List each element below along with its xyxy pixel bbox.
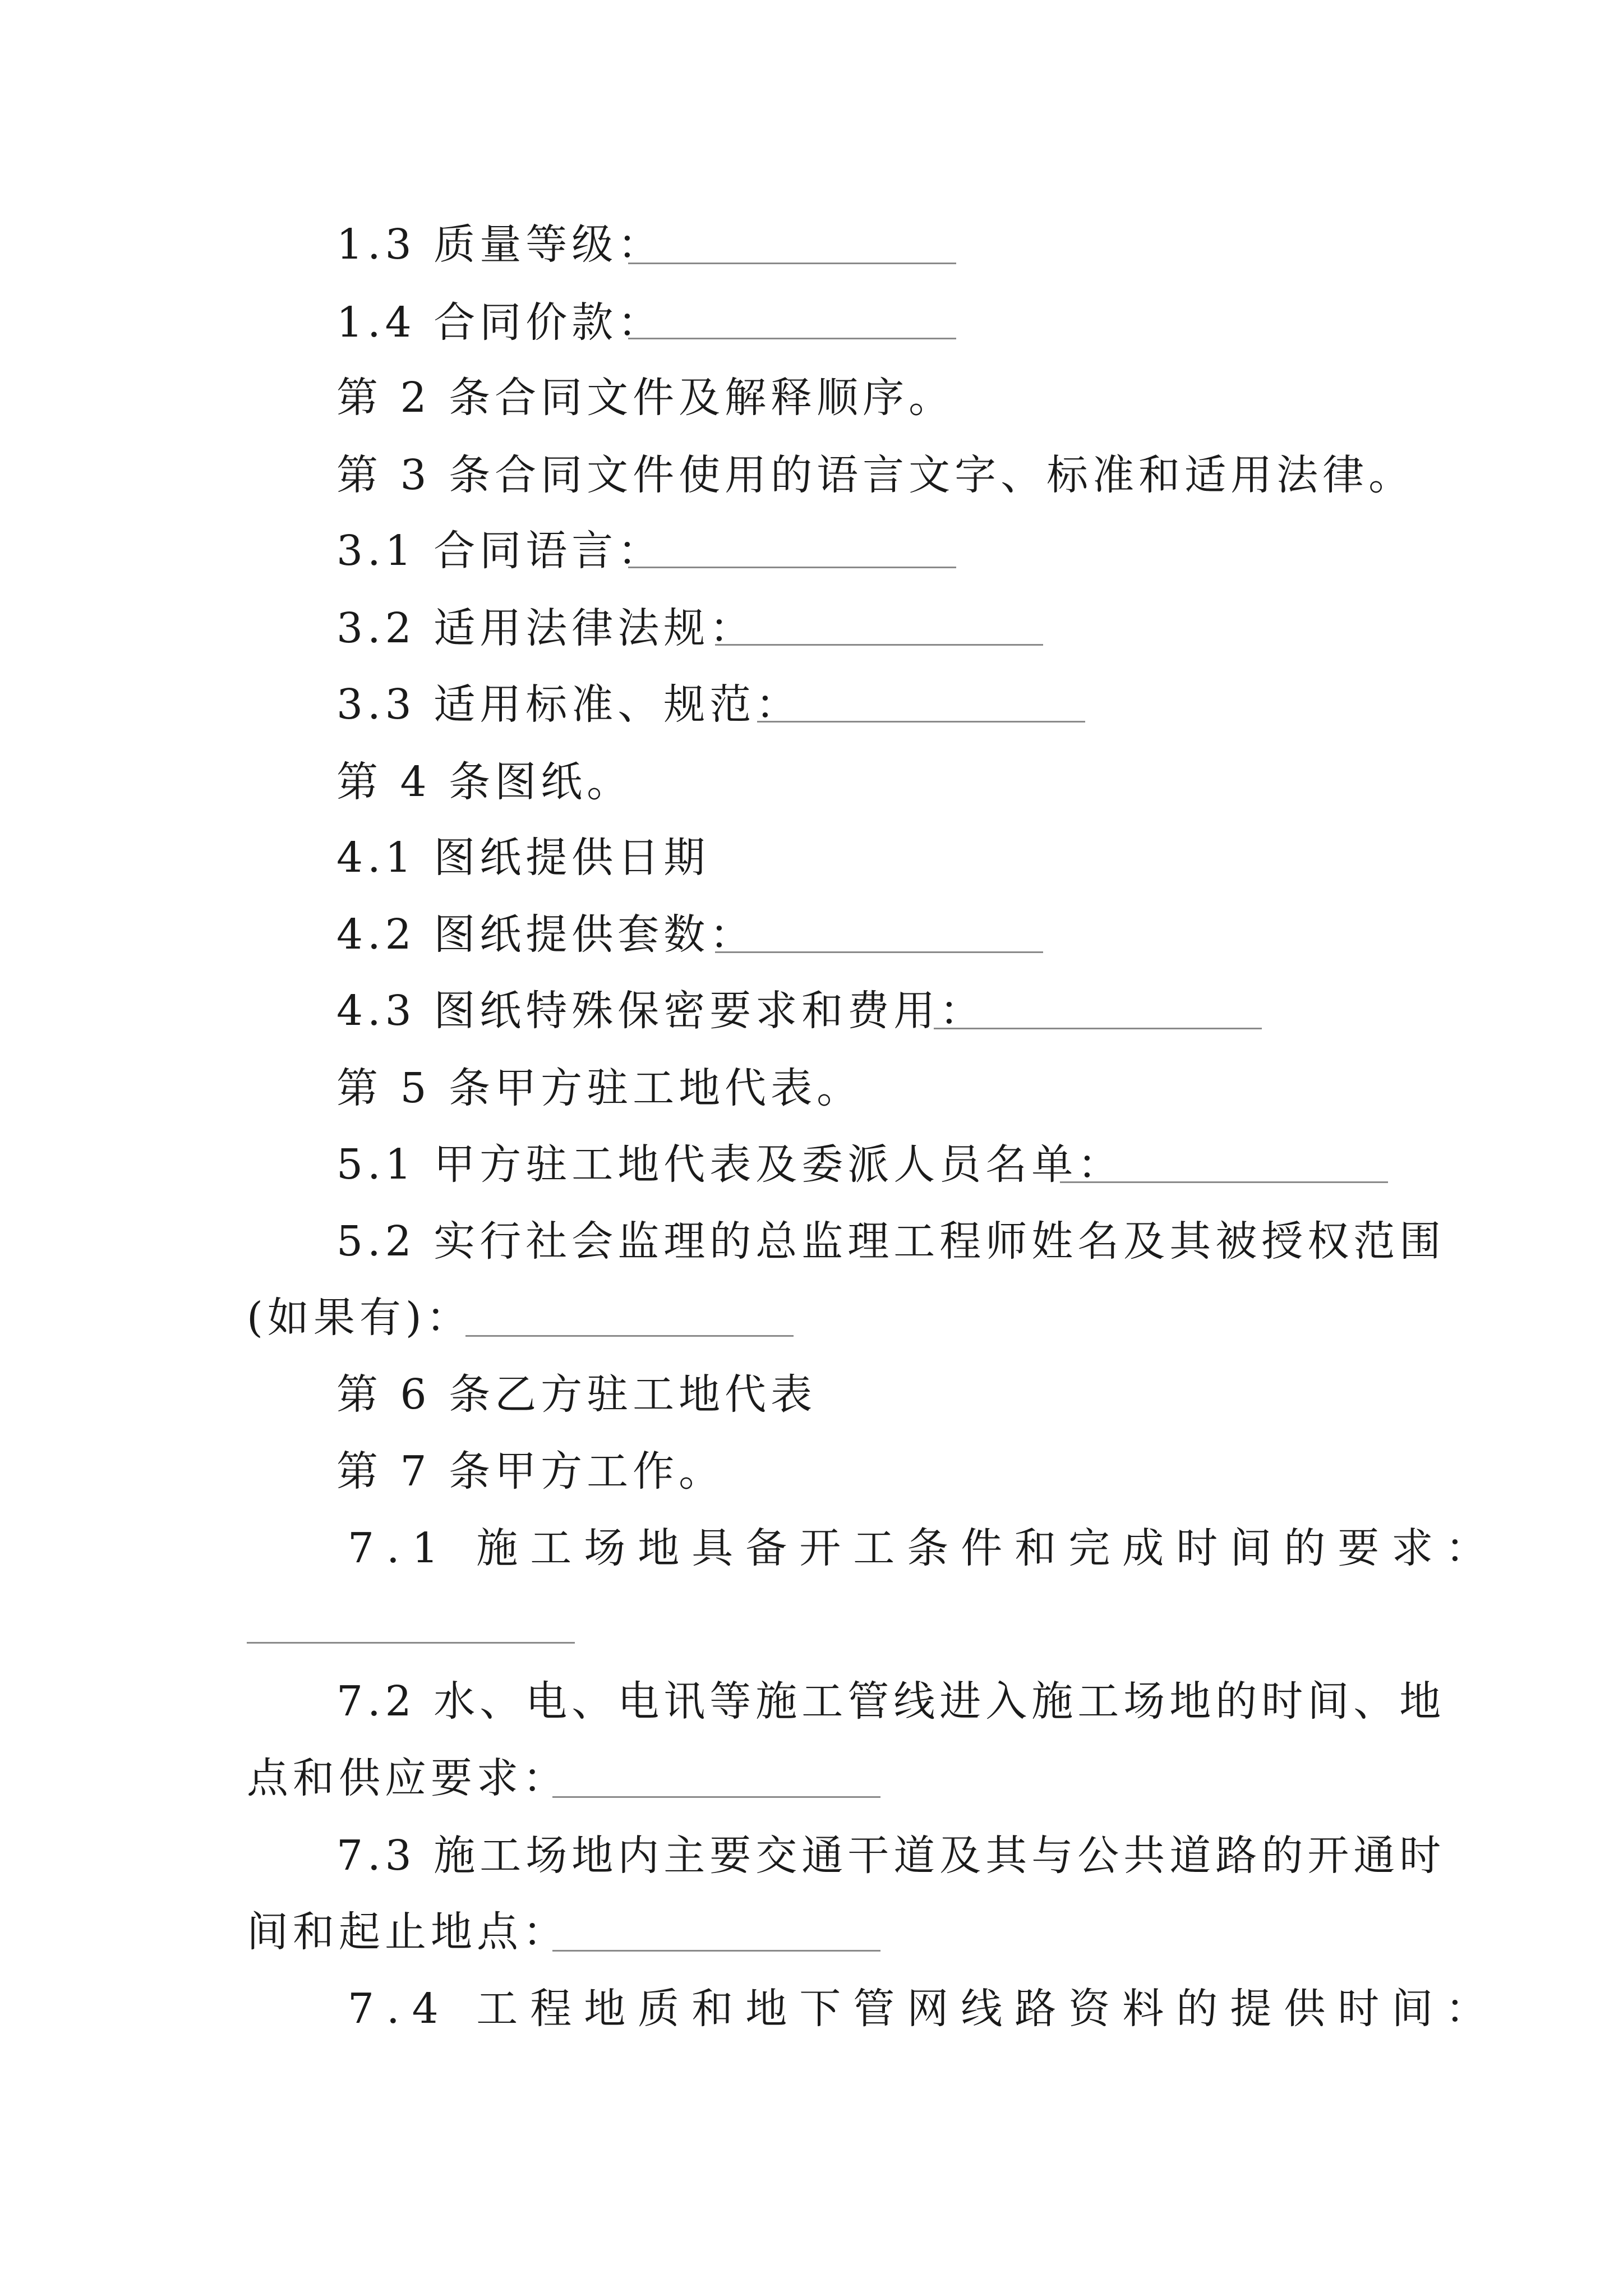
article-2-heading: 第 2 条合同文件及解释顺序。 xyxy=(336,374,955,422)
blank-line-applicable-laws[interactable] xyxy=(715,644,1043,646)
clause-4-2-drawing-sets: 4.2 图纸提供套数： xyxy=(336,910,756,959)
article-6-heading: 第 6 条乙方驻工地代表 xyxy=(336,1370,817,1419)
article-5-heading: 第 5 条甲方驻工地代表。 xyxy=(336,1064,863,1112)
clause-3-1-contract-language: 3.1 合同语言： xyxy=(336,527,664,575)
clause-3-3-applicable-standards: 3.3 适用标准、规范： xyxy=(336,680,802,729)
clause-4-1-drawing-date: 4.1 图纸提供日期 xyxy=(336,834,710,882)
clause-7-2-supply-requirements: 点和供应要求： xyxy=(247,1754,569,1802)
clause-7-1-site-conditions: 7.1 施工场地具备开工条件和完成时间的要求： xyxy=(348,1524,1500,1572)
clause-5-2-if-any: (如果有)： xyxy=(247,1294,472,1342)
clause-4-3-drawing-confidentiality: 4.3 图纸特殊保密要求和费用： xyxy=(336,987,986,1035)
clause-7-3-main-roads: 7.3 施工场地内主要交通干道及其与公共道路的开通时 xyxy=(336,1832,1446,1880)
clause-7-4-geology-data: 7.4 工程地质和地下管网线路资料的提供时间： xyxy=(348,1985,1500,2033)
clause-3-2-applicable-laws: 3.2 适用法律法规： xyxy=(336,604,756,652)
article-3-heading: 第 3 条合同文件使用的语言文字、标准和适用法律。 xyxy=(336,451,1415,499)
clause-5-1-representative-list: 5.1 甲方驻工地代表及委派人员名单： xyxy=(336,1140,1124,1189)
blank-line-drawing-sets[interactable] xyxy=(715,951,1043,953)
blank-line-applicable-standards[interactable] xyxy=(757,721,1085,723)
blank-line-drawing-confidentiality[interactable] xyxy=(934,1028,1262,1029)
blank-line-contract-language[interactable] xyxy=(628,567,956,568)
clause-7-2-utilities: 7.2 水、电、电讯等施工管线进入施工场地的时间、地 xyxy=(336,1677,1446,1726)
blank-line-start-end-locations[interactable] xyxy=(552,1950,880,1952)
clause-1-4-contract-price: 1.4 合同价款： xyxy=(336,298,664,347)
article-4-heading: 第 4 条图纸。 xyxy=(336,758,633,806)
blank-line-supply-requirements[interactable] xyxy=(552,1796,880,1798)
blank-line-representative-list[interactable] xyxy=(1060,1181,1388,1183)
blank-line-site-conditions[interactable] xyxy=(247,1642,575,1644)
blank-line-quality-grade[interactable] xyxy=(628,263,956,264)
clause-5-2-chief-supervisor: 5.2 实行社会监理的总监理工程师姓名及其被授权范围 xyxy=(336,1217,1446,1266)
blank-line-contract-price[interactable] xyxy=(628,338,956,339)
clause-1-3-quality-grade: 1.3 质量等级： xyxy=(336,220,664,269)
blank-line-chief-supervisor[interactable] xyxy=(465,1335,794,1337)
article-7-heading: 第 7 条甲方工作。 xyxy=(336,1447,725,1496)
clause-7-3-start-end-locations: 间和起止地点： xyxy=(247,1908,569,1956)
